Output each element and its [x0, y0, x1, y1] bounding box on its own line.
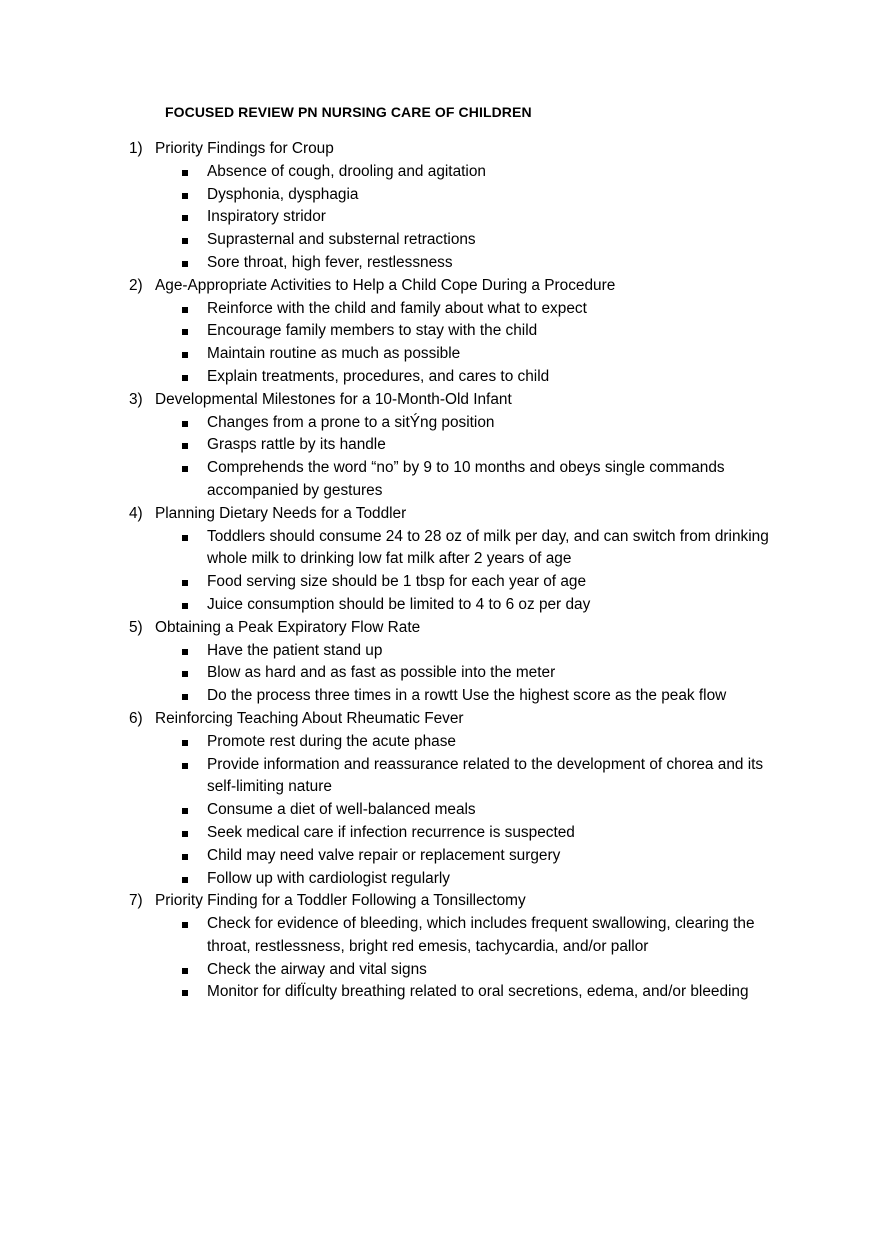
bullet-item — [0, 526, 880, 572]
square-bullet-icon — [182, 763, 188, 769]
section-heading-text: Developmental Milestones for a 10-Month-Old Infant — [155, 390, 512, 408]
section-number: 3) — [129, 390, 143, 408]
bullet-text: Suprasternal and substernal retractions — [207, 231, 476, 249]
bullet-item — [0, 366, 880, 389]
bullet-item — [0, 799, 880, 822]
outline-section — [0, 389, 880, 503]
bullet-text: Check for evidence of bleeding, which includes frequent swallowing, clearing the throat, restlessness, bright red emesis, tachycardia, and/or pallor — [207, 915, 755, 955]
square-bullet-icon — [182, 193, 188, 199]
bullet-item — [0, 594, 880, 617]
bullet-list — [0, 412, 880, 503]
bullet-item — [0, 845, 880, 868]
square-bullet-icon — [182, 535, 188, 541]
bullet-text: Inspiratory stridor — [207, 208, 326, 226]
section-heading — [0, 389, 880, 412]
bullet-text: Consume a diet of well-balanced meals — [207, 801, 476, 819]
bullet-list — [0, 526, 880, 617]
bullet-text: Follow up with cardiologist regularly — [207, 869, 450, 887]
square-bullet-icon — [182, 443, 188, 449]
bullet-item — [0, 662, 880, 685]
bullet-text: Reinforce with the child and family about what to expect — [207, 299, 587, 317]
square-bullet-icon — [182, 580, 188, 586]
bullet-item — [0, 161, 880, 184]
section-number: 6) — [129, 709, 143, 727]
bullet-text: Sore throat, high fever, restlessness — [207, 253, 453, 271]
square-bullet-icon — [182, 421, 188, 427]
square-bullet-icon — [182, 466, 188, 472]
bullet-item — [0, 868, 880, 891]
section-heading — [0, 275, 880, 298]
bullet-item — [0, 412, 880, 435]
bullet-item — [0, 640, 880, 663]
bullet-item — [0, 434, 880, 457]
outline-section — [0, 890, 880, 1004]
bullet-text: Encourage family members to stay with the child — [207, 322, 538, 340]
square-bullet-icon — [182, 238, 188, 244]
bullet-text: Dysphonia, dysphagia — [207, 185, 359, 203]
square-bullet-icon — [182, 877, 188, 883]
square-bullet-icon — [182, 990, 188, 996]
section-heading-text: Age-Appropriate Activities to Help a Child Cope During a Procedure — [155, 276, 616, 294]
bullet-item — [0, 206, 880, 229]
outline-section — [0, 138, 880, 275]
bullet-text: Changes from a prone to a sitÝng position — [207, 413, 495, 431]
bullet-item — [0, 252, 880, 275]
square-bullet-icon — [182, 808, 188, 814]
section-heading-text: Reinforcing Teaching About Rheumatic Fever — [155, 709, 464, 727]
square-bullet-icon — [182, 922, 188, 928]
bullet-item — [0, 981, 880, 1004]
bullet-text: Maintain routine as much as possible — [207, 345, 461, 363]
bullet-item — [0, 822, 880, 845]
square-bullet-icon — [182, 968, 188, 974]
bullet-item — [0, 685, 880, 708]
bullet-list — [0, 298, 880, 389]
bullet-item — [0, 959, 880, 982]
square-bullet-icon — [182, 649, 188, 655]
section-heading — [0, 708, 880, 731]
square-bullet-icon — [182, 215, 188, 221]
bullet-text: Monitor for difÏculty breathing related to oral secretions, edema, and/or bleeding — [207, 983, 749, 1001]
bullet-item — [0, 320, 880, 343]
section-heading — [0, 617, 880, 640]
bullet-item — [0, 298, 880, 321]
square-bullet-icon — [182, 603, 188, 609]
outline-section — [0, 708, 880, 890]
bullet-text: Juice consumption should be limited to 4 to 6 oz per day — [207, 595, 591, 613]
square-bullet-icon — [182, 307, 188, 313]
section-heading — [0, 503, 880, 526]
section-number: 5) — [129, 618, 143, 636]
section-number: 1) — [129, 140, 143, 157]
bullet-text: Check the airway and vital signs — [207, 960, 427, 978]
bullet-text: Grasps rattle by its handle — [207, 436, 386, 454]
bullet-text: Explain treatments, procedures, and cares to child — [207, 367, 550, 385]
bullet-item — [0, 754, 880, 800]
bullet-text: Toddlers should consume 24 to 28 oz of milk per day, and can switch from drinking whole milk to drinking low fat milk after 2 years of age — [207, 527, 769, 568]
square-bullet-icon — [182, 352, 188, 358]
outline-section — [0, 503, 880, 617]
bullet-item — [0, 229, 880, 252]
section-number: 2) — [129, 276, 143, 294]
square-bullet-icon — [182, 671, 188, 677]
outline-section — [0, 275, 880, 389]
bullet-text: Child may need valve repair or replacement surgery — [207, 846, 561, 864]
square-bullet-icon — [182, 170, 188, 176]
square-bullet-icon — [182, 854, 188, 860]
bullet-text: Seek medical care if infection recurrence is suspected — [207, 823, 575, 841]
square-bullet-icon — [182, 694, 188, 700]
square-bullet-icon — [182, 375, 188, 381]
bullet-text: Blow as hard and as fast as possible into the meter — [207, 664, 556, 682]
bullet-list — [0, 731, 880, 891]
document-title: FOCUSED REVIEW PN NURSING CARE OF CHILDREN — [165, 104, 532, 120]
bullet-item — [0, 457, 880, 503]
square-bullet-icon — [182, 329, 188, 335]
bullet-text: Food serving size should be 1 tbsp for each year of age — [207, 573, 587, 591]
bullet-item — [0, 731, 880, 754]
bullet-item — [0, 343, 880, 366]
section-heading — [0, 890, 880, 913]
bullet-list — [0, 913, 880, 1004]
bullet-text: Have the patient stand up — [207, 641, 383, 659]
section-heading-text: Obtaining a Peak Expiratory Flow Rate — [155, 618, 421, 636]
bullet-text: Provide information and reassurance related to the development of chorea and its self-limiting nature — [207, 755, 764, 796]
bullet-list — [0, 640, 880, 708]
section-number: 4) — [129, 504, 143, 522]
bullet-list — [0, 161, 880, 275]
section-heading-text: Priority Findings for Croup — [155, 140, 334, 157]
section-heading — [0, 138, 880, 161]
square-bullet-icon — [182, 740, 188, 746]
square-bullet-icon — [182, 831, 188, 837]
square-bullet-icon — [182, 261, 188, 267]
bullet-text: Promote rest during the acute phase — [207, 732, 456, 750]
section-heading-text: Priority Finding for a Toddler Following a Tonsillectomy — [155, 892, 526, 910]
bullet-item — [0, 913, 880, 959]
bullet-item — [0, 571, 880, 594]
section-heading-text: Planning Dietary Needs for a Toddler — [155, 504, 407, 522]
bullet-text: Absence of cough, drooling and agitation — [207, 162, 486, 180]
numbered-outline — [0, 138, 880, 1004]
bullet-item — [0, 184, 880, 207]
bullet-text: Comprehends the word “no” by 9 to 10 months and obeys single commands accompanied by gestures — [207, 459, 725, 499]
outline-section — [0, 617, 880, 708]
bullet-text: Do the process three times in a rowtt Use the highest score as the peak flow — [207, 687, 727, 705]
section-number: 7) — [129, 892, 143, 910]
